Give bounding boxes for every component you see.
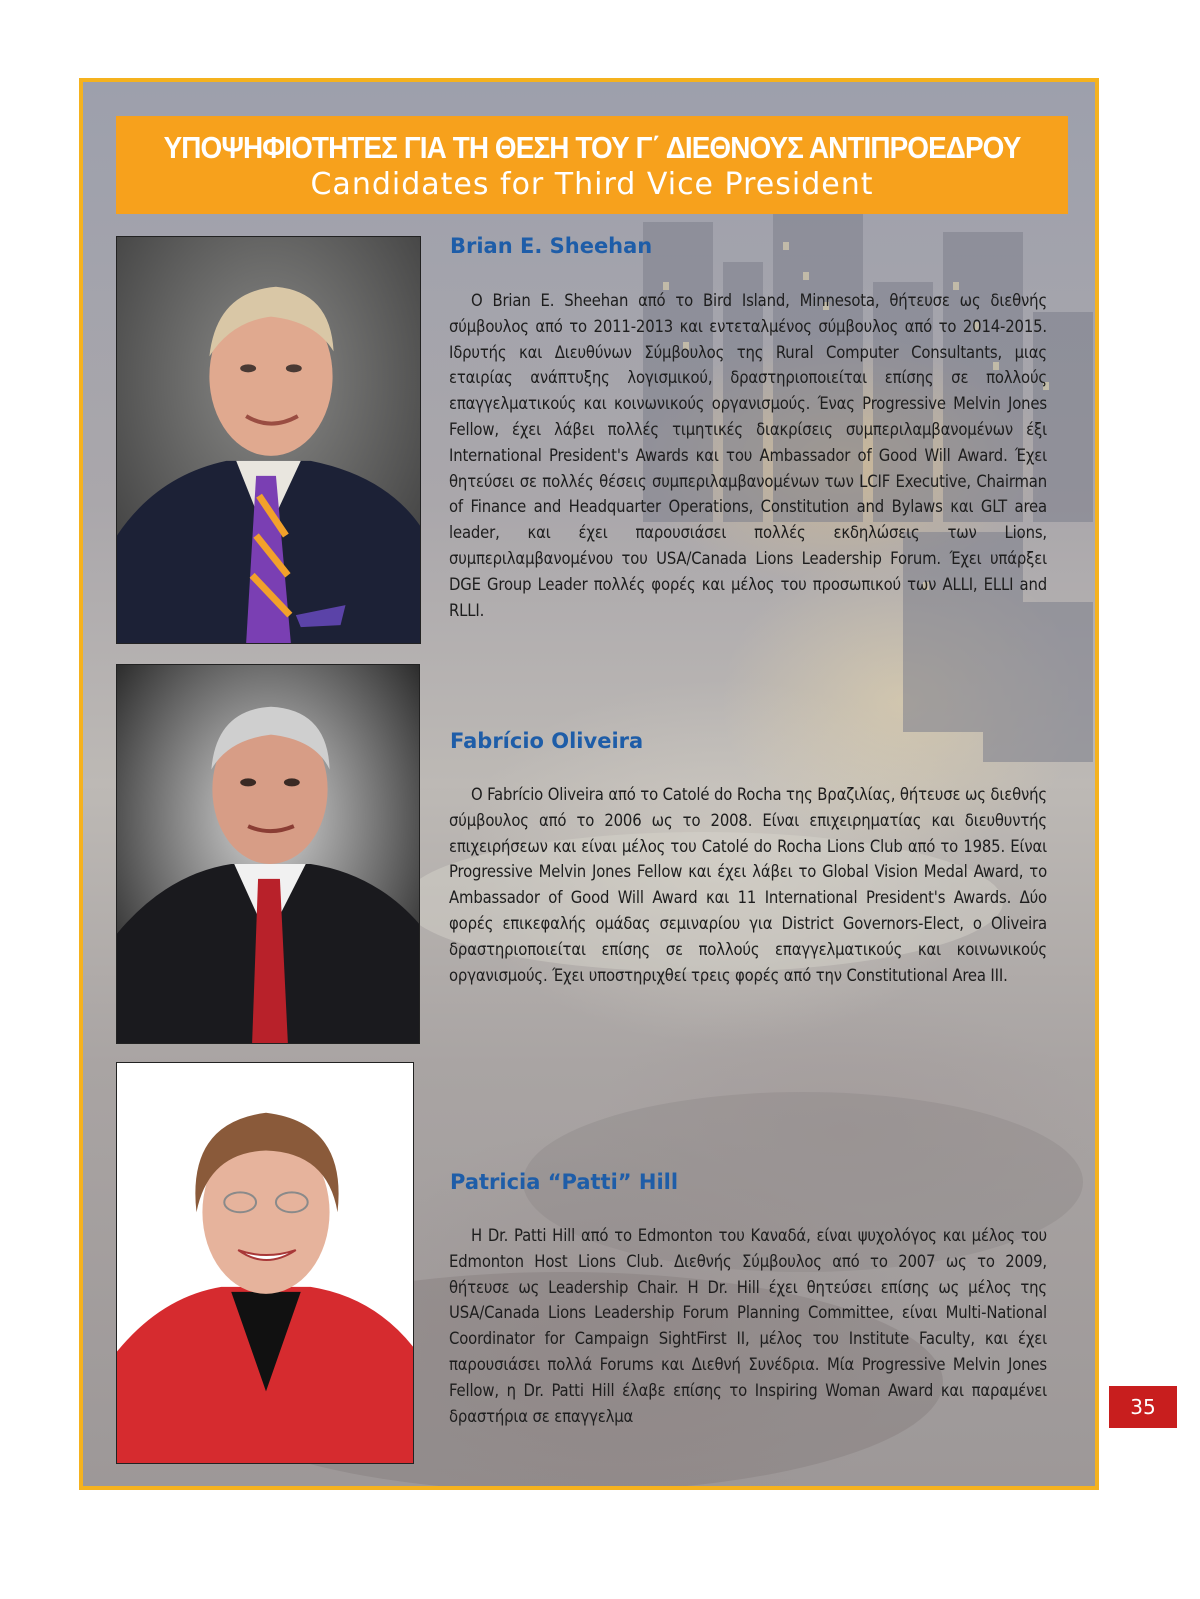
candidate-name: Fabrício Oliveira (450, 729, 644, 753)
page-frame (79, 78, 1099, 1490)
candidate-photo-sheehan (116, 236, 421, 644)
section-header-banner (116, 116, 1068, 214)
candidate-bio: Ο Brian E. Sheehan από το Bird Island, Minnesota, θήτευσε ως διεθνής σύμβουλος από το 2011-2013 και εντεταλμένος σύμβουλος από το 2014-2015. Ιδρυτής και Διευθύνων Σύμβουλος της Rural Computer Consultants, μιας εταιρίας ανάπτυξης λογισμικού, δραστηριοποιείται επίσης σε πολλούς επαγγελματικούς και κοινωνικούς οργανισμούς. Ένας Progressive Melvin Jones Fellow, έχει λάβει πολλές τιμητικές διακρίσεις συμπεριλαμβανομένων έξι International President's Awards και του Ambassador of Good Will Award. Έχει θητεύσει σε πολλές θέσεις συμπεριλαμβανομένων των LCIF Executive, Chairman of Finance and Headquarter Operations, Constitution and Bylaws και GLT area leader, και έχει παρουσιάσει πολλές εκδηλώσεις των Lions, συμπεριλαμβανομένου του USA/Canada Lions Leadership Forum. Έχει υπάρξει DGE Group Leader πολλές φορές και μέλος του προσωπικού των ALLI, ELLI and RLLI. (449, 291, 1047, 620)
candidate-photo-oliveira (116, 664, 420, 1044)
page-number-badge: 35 (1109, 1386, 1177, 1428)
header-title-greek: ΥΠΟΨΗΦΙΟΤΗΤΕΣ ΓΙΑ ΤΗ ΘΕΣΗ ΤΟΥ Γ΄ ΔΙΕΘΝΟΥΣ ΑΝΤΙΠΡΟΕΔΡΟΥ (163, 130, 1021, 165)
candidate-bio: Ο Fabrício Oliveira από το Catolé do Rocha της Βραζιλίας, θήτευσε ως διεθνής σύμβουλος από το 2006 ως το 2008. Είναι επιχειρηματίας και διευθυντής επιχειρήσεων και είναι μέλος του Catolé do Rocha Lions Club από το 1985. Είναι Progressive Melvin Jones Fellow και έχει λάβει το Global Vision Medal Award, το Ambassador of Good Will Award και 11 International President's Awards. Δύο φορές επικεφαλής ομάδας σεμιναρίου για District Governors-Elect, ο Oliveira δραστηριοποιείται επίσης σε πολλούς επαγγελματικούς και κοινωνικούς οργανισμούς. Έχει υποστηριχθεί τρεις φορές από την Constitutional Area III. (449, 785, 1047, 985)
candidate-bio: Η Dr. Patti Hill από το Edmonton του Καναδά, είναι ψυχολόγος και μέλος του Edmonton Host Lions Club. Διεθνής Σύμβουλος από το 2007 ως το 2009, θήτευσε ως Leadership Chair. Η Dr. Hill έχει θητεύσει επίσης ως μέλος της USA/Canada Lions Leadership Forum Planning Committee, είναι Multi-National Coordinator for Campaign SightFirst II, μέλος του Institute Faculty, και έχει παρουσιάσει πολλά Forums και Διεθνή Συνέδρια. Μία Progressive Melvin Jones Fellow, η Dr. Patti Hill έλαβε επίσης το Inspiring Woman Award και παραμένει δραστήρια σε επαγγελμα (449, 1226, 1047, 1426)
candidate-photo-hill (116, 1062, 414, 1464)
candidate-name: Patricia “Patti” Hill (450, 1170, 679, 1194)
candidate-name: Brian E. Sheehan (450, 234, 653, 258)
header-title-english: Candidates for Third Vice President (310, 167, 874, 202)
